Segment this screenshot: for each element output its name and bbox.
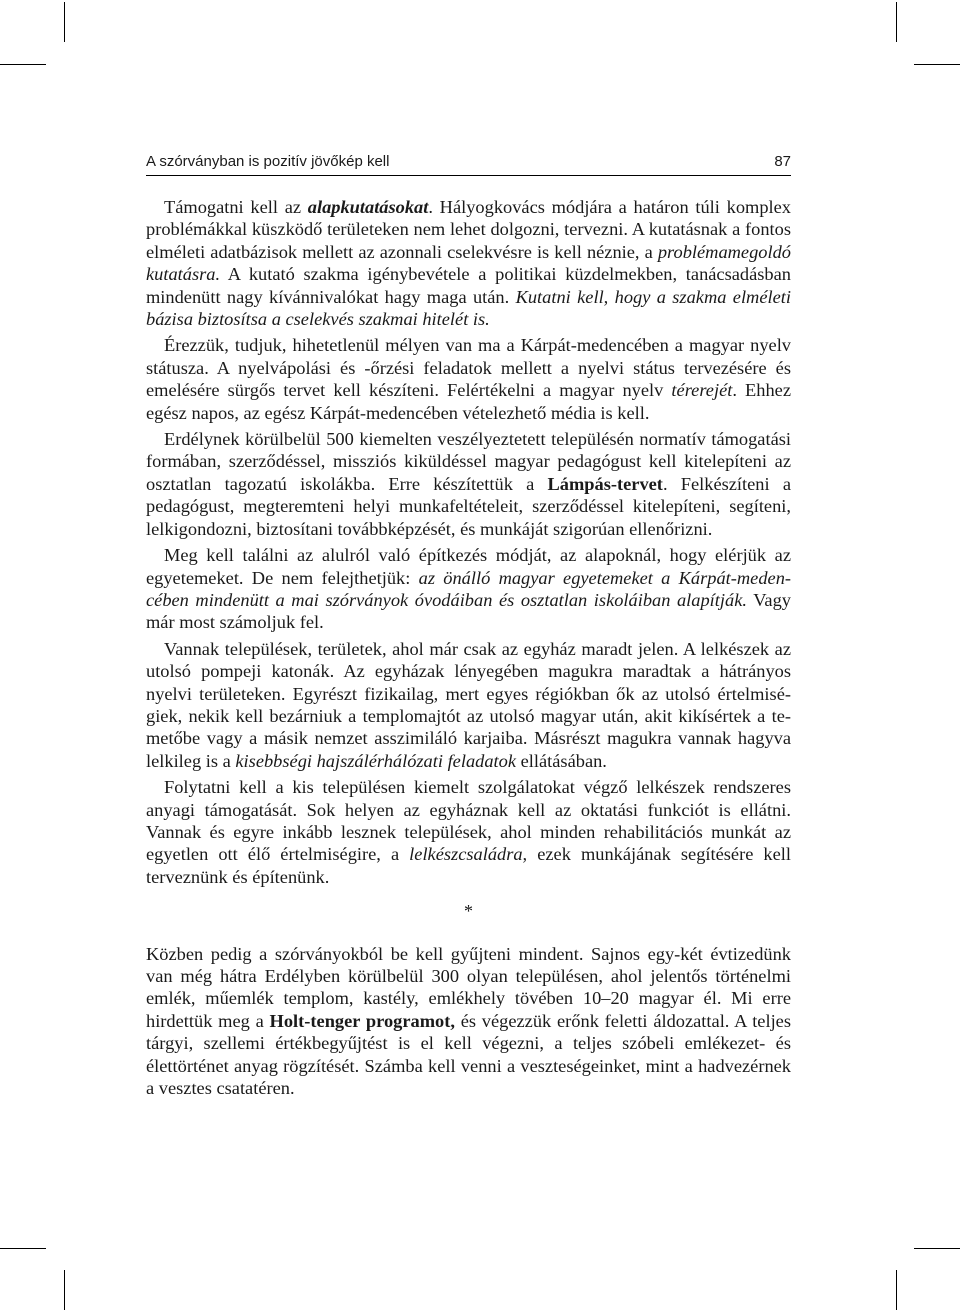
paragraph: Vannak települések, területek, ahol már csak az egyház maradt jelen. A lelkészek az utolsó pompeji katonák. Az egyházak lényegében magukra maradtak a hátrányos nyelvi területeken. Egyrészt fizikailag, mert egyes régiókban ők az utolsó értelmiségiek, nekik kell bezárniuk a templomajtót az utolsó magyar után, akit kikísértek a temetőbe vagy a másik nemzet asszimiláló karjaiba. Másrészt magukra vannak hagyva lelkileg is a kisebbségi hajszálérhálózati feladatok ellátásában. bbox=[146, 638, 791, 771]
paragraph: Támogatni kell az alapkutatásokat. Hályogkovács módjára a határon túli komplex problémákkal küszködő területeken nem lehet dolgozni, tervezni. A kutatásnak a fontos elméleti adatbázisok mellett az azonnali cselekvésre is kell néznie, a problémamegoldó kutatásra. A kutató szakma igénybevétele a politikai küzdelmekben, tanácsadásban mindenütt nagy kívánnivalókat hagy maga után. Kutatni kell, hogy a szakma elméleti bázisa biztosítsa a cselekvés szakmai hitelét is. bbox=[146, 197, 791, 330]
crop-mark bbox=[896, 2, 897, 42]
paragraph: Folytatni kell a kis településen kiemelt szolgálatokat végző lelkészek rendszeres anyagi támogatását. Sok helyen az egyháznak kell az oktatási funkciót is ellátni. Vannak és egyre inkább lesznek települések, ahol minden rehabilitációs munkát az egyetlen ott élő értelmiségire, a lelkészcsaládra, ezek munkájának segítésére kell terveznünk és építenünk. bbox=[146, 777, 791, 887]
paragraph-group bbox=[146, 943, 791, 1100]
section-separator: * bbox=[464, 901, 473, 922]
crop-mark bbox=[0, 64, 46, 65]
crop-mark bbox=[0, 1248, 46, 1249]
paragraph-group bbox=[146, 196, 791, 888]
crop-mark bbox=[896, 1270, 897, 1310]
paragraph: Közben pedig a szórványokból be kell gyűjteni mindent. Sajnos egy-két évtizedünk van még hátra Erdélyben körülbelül 300 olyan településen, ahol jelentős történelmi emlék, műemlék templom, kastély, emlékhely tövében 10–20 magyar él. Mi erre hirdettük meg a Holt-tenger programot, és végezzük erőnk feletti áldozattal. A teljes tárgyi, szellemi értékbegyűjtést is el kell végezni, a teljes szóbeli emlékezet- és élettörténet anyag rögzítését. Számba kell venni a veszteségeinket, mint a hadvezérnek a vesztes csatatéren. bbox=[146, 943, 792, 1099]
page-number: 87 bbox=[774, 153, 791, 170]
paragraph: Meg kell találni az alulról való építkezés módját, az alapoknál, hogy elérjük az egyetemeket. De nem felejthetjük: az önálló magyar egyetemeket a Kárpát-medencében mindenütt a mai szórványok óvodáiban és osztatlan iskoláiban alapítják. Vagy már most számoljuk fel. bbox=[146, 545, 792, 633]
crop-mark bbox=[64, 2, 65, 42]
crop-mark bbox=[914, 64, 960, 65]
paragraph: Érezzük, tudjuk, hihetetlenül mélyen van ma a Kárpát-medencében a magyar nyelv státusza. A nyelvápolási és -őrzési feladatok mellett a nyelvi státus tervezésére és emelésére sürgős tervet kell készíteni. Felértékelni a magyar nyelv térerejét. Ehhez egész napos, az egész Kárpát-medencében vételezhető média is kell. bbox=[146, 335, 791, 423]
crop-mark bbox=[914, 1248, 960, 1249]
paragraph: Erdélynek körülbelül 500 kiemelten veszélyeztetett településén normatív támogatási formában, szerződéssel, missziós kiküldéssel magyar pedagógust kell kitelepíteni az osztatlan tagozatú iskolákba. Erre készítettük a Lámpás-tervet. Felkészíteni a pedagógust, megteremteni helyi munkafeltételeit, szerződéssel kitelepíteni, segíteni, lelkigondozni, biztosítani továbbképzését, és munkáját szigorúan ellenőrizni. bbox=[146, 429, 791, 539]
body-text bbox=[146, 196, 791, 1099]
running-head-title: A szórványban is pozitív jövőkép kell bbox=[146, 153, 390, 170]
running-head bbox=[146, 153, 791, 176]
crop-mark bbox=[64, 1270, 65, 1310]
